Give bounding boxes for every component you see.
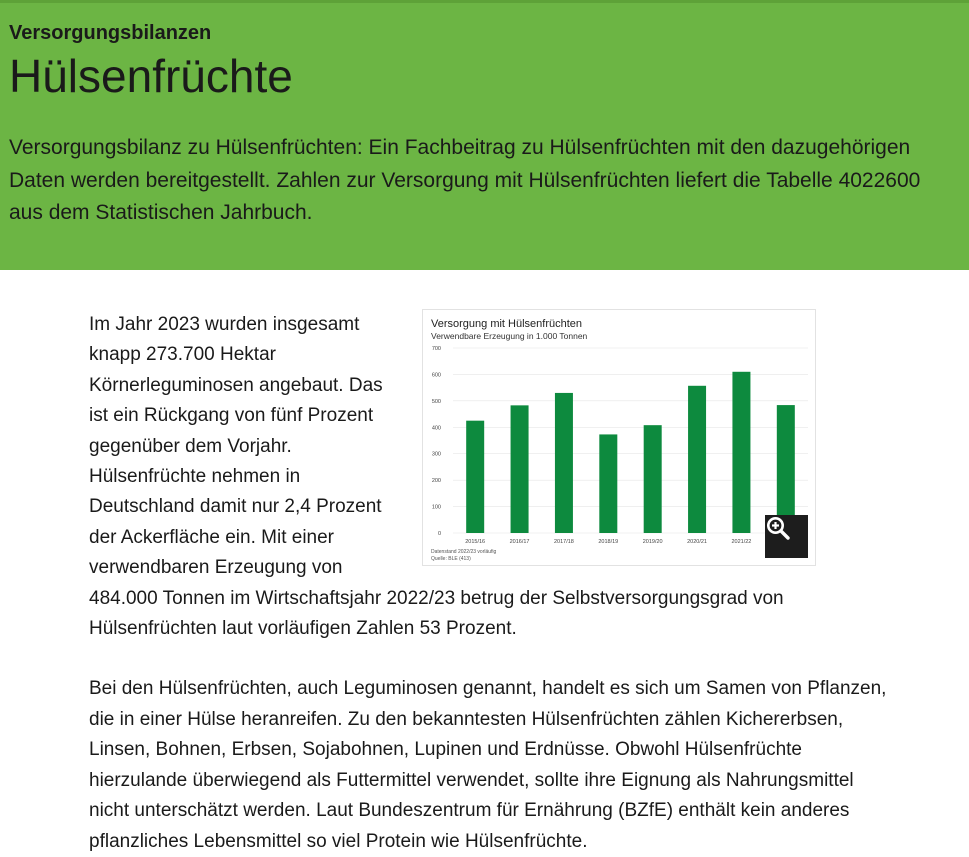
page-title: Hülsenfrüchte	[9, 50, 293, 102]
chart-subtitle: Verwendbare Erzeugung in 1.000 Tonnen	[431, 331, 588, 341]
chart-title: Versorgung mit Hülsenfrüchten	[431, 318, 583, 330]
chart-note-1: Datenstand 2022/23 vorläufig	[431, 549, 497, 555]
bar-2021-22	[732, 372, 750, 533]
body-paragraph-2: Bei den Hülsenfrüchten, auch Leguminosen genannt, handelt es sich um Samen von Pflanzen, die in einer Hülse heranreifen. Zu den bekanntesten Hülsenfrüchten zählen Kichererbsen, Linsen, Bohnen, Erbsen, Sojabohnen, Lupinen und Erdnüsse. Obwohl Hülsenfrüchte hierzulande überwiegend als Futtermittel verwendet, sollte ihre Eignung als Nahrungsmittel nicht unterschätzt werden. Laut Bundeszentrum für Ernährung (BZfE) enthält kein anderes pflanzliches Lebensmittel so viel Protein wie Hülsenfrüchte.	[89, 678, 887, 852]
zoom-in-icon	[765, 515, 791, 541]
bar-2022-23	[777, 405, 795, 533]
bar-2018-19	[599, 434, 617, 533]
y-tick-label: 700	[431, 346, 441, 352]
x-tick-label: 2016/17	[509, 539, 530, 545]
y-tick-label: 500	[431, 398, 441, 405]
x-tick-label: 2021/22	[731, 539, 752, 545]
bar-2016-17	[511, 405, 529, 533]
x-tick-label: 2018/19	[598, 539, 619, 545]
page-header	[0, 0, 969, 270]
bar-2019-20	[644, 425, 662, 533]
y-tick-label: 100	[431, 504, 441, 511]
y-tick-label: 200	[431, 478, 441, 485]
bar-2015-16	[466, 421, 484, 533]
main-content	[0, 270, 889, 857]
chart-note-2: Quelle: BLE (413)	[431, 556, 471, 562]
bar-2020-21	[688, 386, 706, 533]
y-tick-label: 400	[431, 425, 441, 432]
header-top-line	[0, 0, 969, 3]
section-kicker: Versorgungsbilanzen	[9, 22, 212, 44]
y-tick-label: 600	[431, 372, 441, 379]
y-tick-label: 300	[431, 451, 441, 458]
chart-figure	[422, 309, 816, 566]
body-paragraph-1: Im Jahr 2023 wurden insgesamt knapp 273.700 Hektar Körnerleguminosen angebaut. Das ist ein Rückgang von fünf Prozent gegenüber dem Vorjahr. Hülsenfrüchte nehmen in Deutschland damit nur 2,4 Prozent der Ackerfläche ein. Mit einer verwendbaren Erzeugung von 484.000 Tonnen im Wirtschaftsjahr 2022/23 betrug der Selbstversorgungsgrad von Hülsenfrüchten laut vorläufigen Zahlen 53 Prozent.	[89, 314, 784, 640]
bar-chart	[423, 310, 817, 567]
bar-2017-18	[555, 393, 573, 533]
x-tick-label: 2020/21	[687, 539, 708, 545]
y-tick-label: 0	[437, 531, 441, 537]
intro-text: Versorgungsbilanz zu Hülsenfrüchten: Ein Fachbeitrag zu Hülsenfrüchten mit den dazugehörigen Daten werden bereitgestellt. Zahlen zur Versorgung mit Hülsenfrüchten liefert die Tabelle 4022600 aus dem Statistischen Jahrbuch.	[9, 136, 921, 224]
x-tick-label: 2017/18	[553, 539, 574, 545]
x-tick-label: 2019/20	[642, 539, 663, 545]
zoom-button[interactable]	[765, 515, 808, 558]
x-tick-label: 2015/16	[465, 539, 486, 545]
